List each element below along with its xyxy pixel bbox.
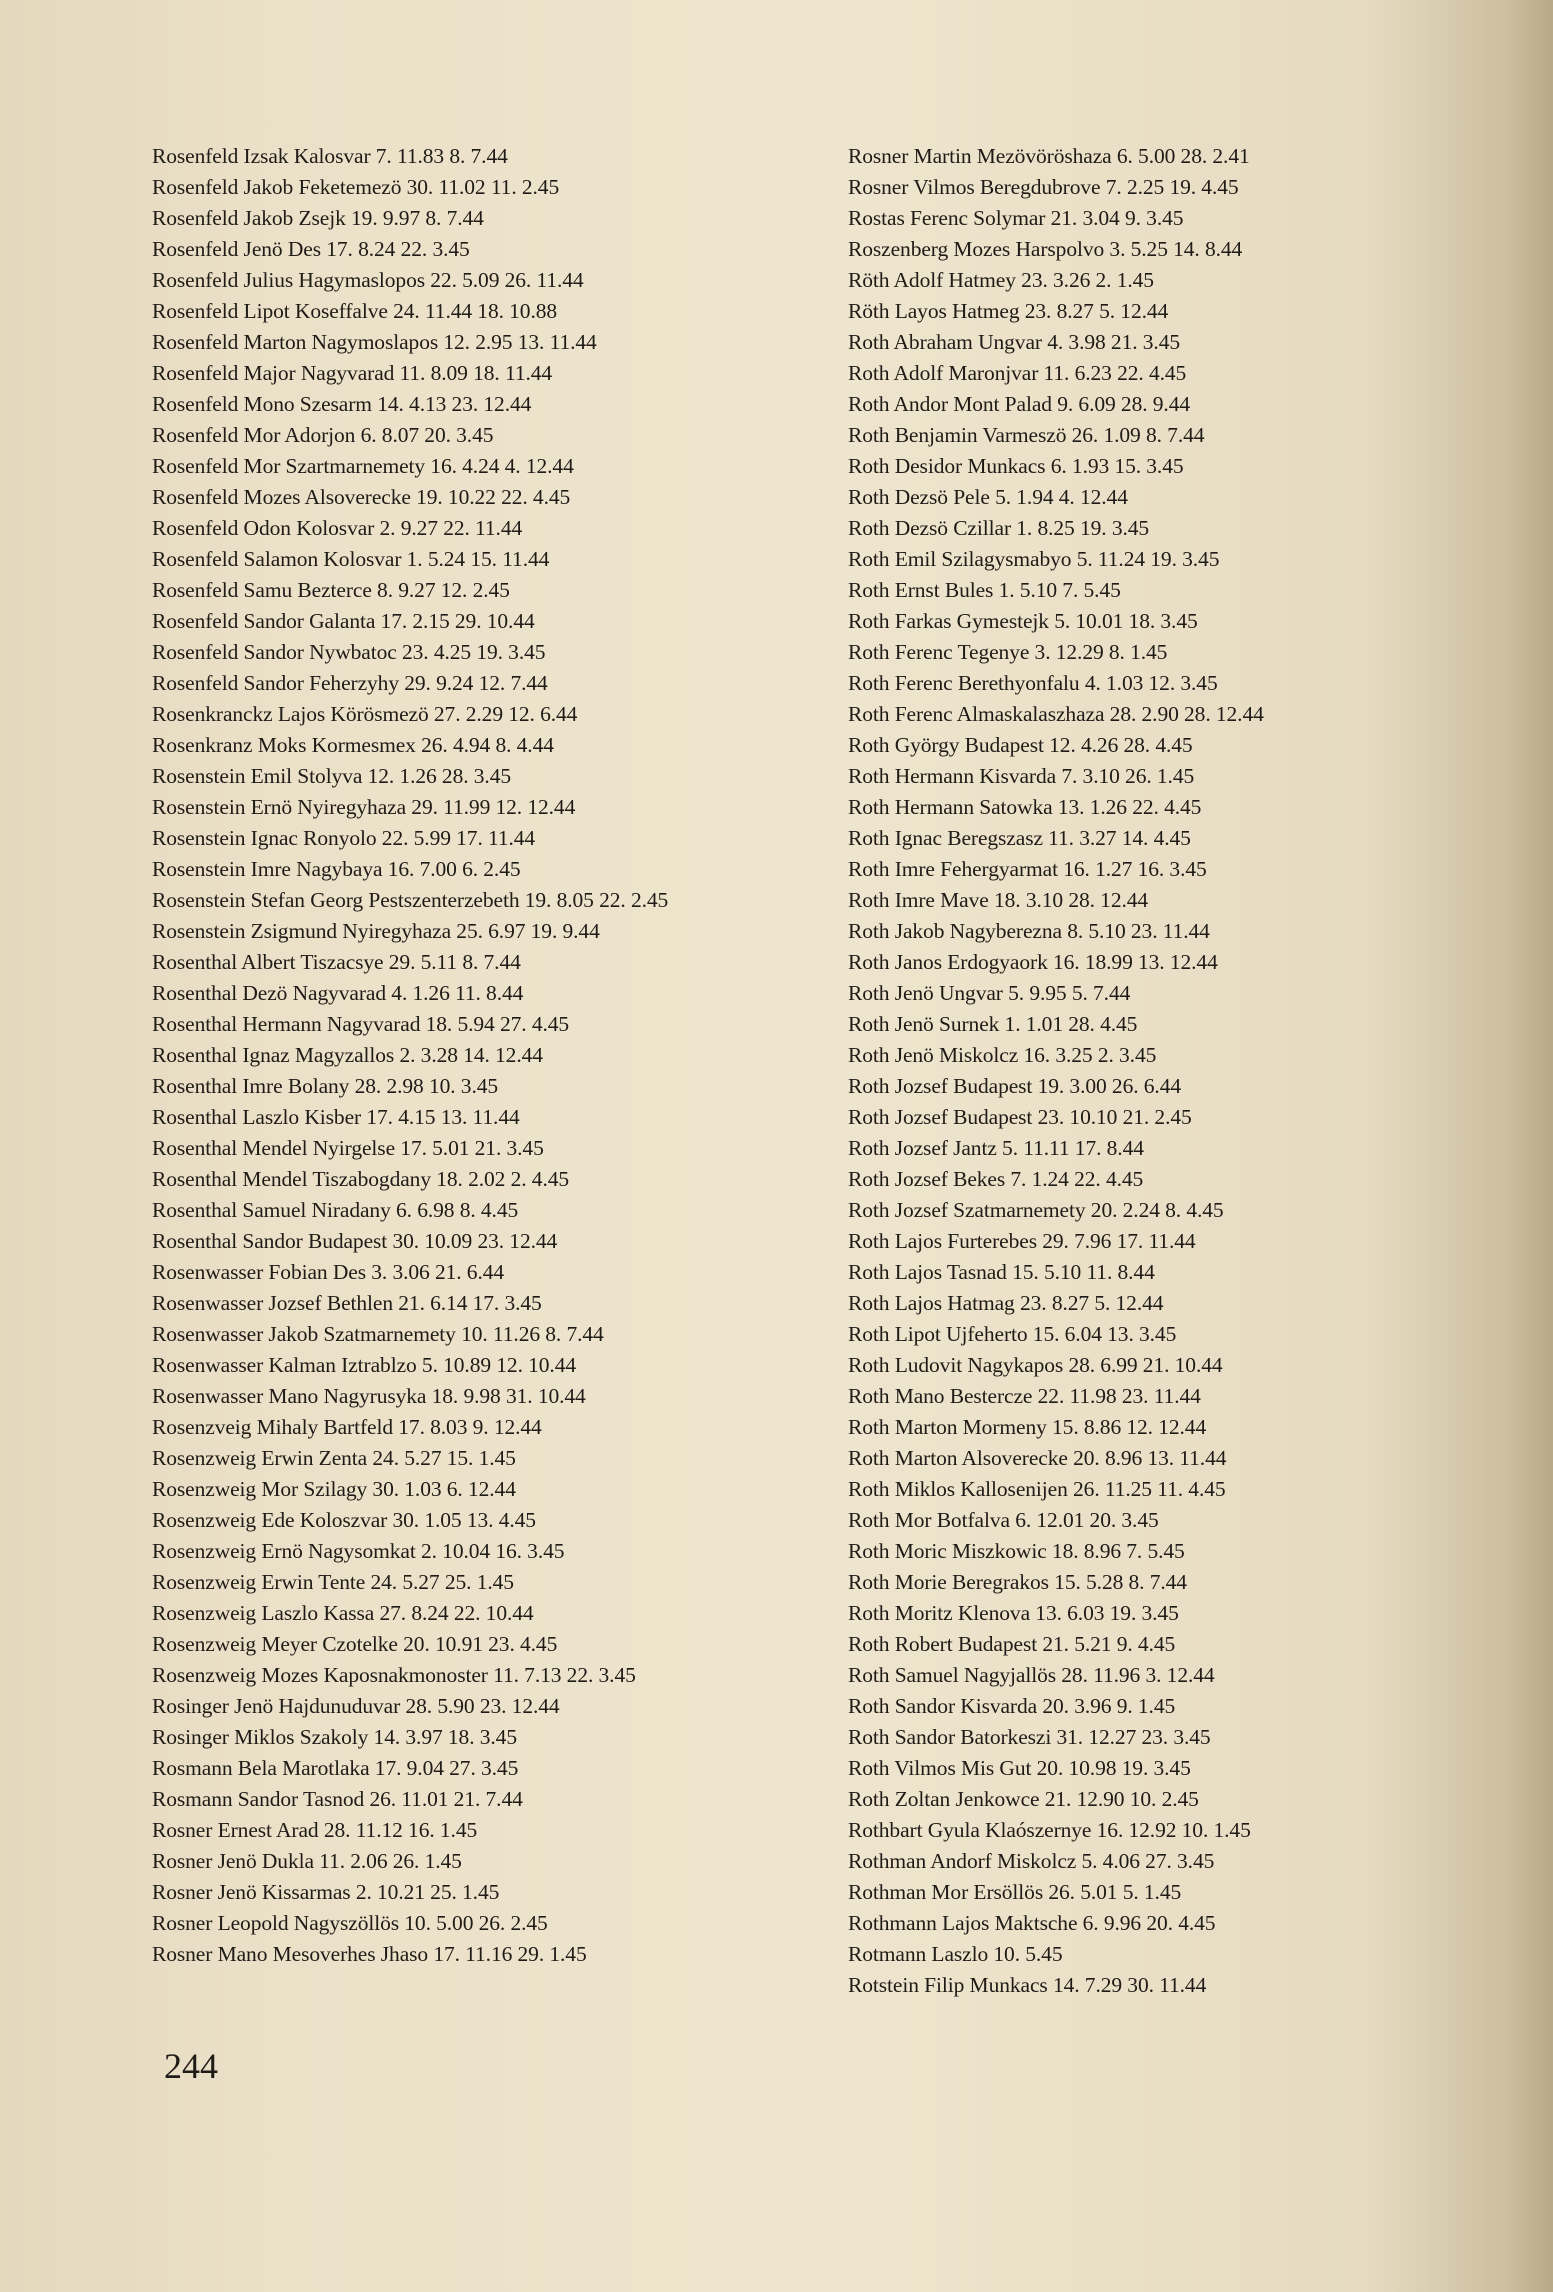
list-item: Roth Marton Alsoverecke 20. 8.96 13. 11.44 [848, 1446, 1227, 1470]
list-item: Rosenthal Mendel Tiszabogdany 18. 2.02 2. 4.45 [152, 1167, 570, 1191]
list-item: Roth Robert Budapest 21. 5.21 9. 4.45 [848, 1632, 1176, 1656]
list-item: Rotstein Filip Munkacs 14. 7.29 30. 11.44 [848, 1973, 1207, 1997]
list-item: Rosner Leopold Nagyszöllös 10. 5.00 26. 2.45 [152, 1911, 548, 1935]
list-item: Rosenstein Ernö Nyiregyhaza 29. 11.99 12. 12.44 [152, 795, 576, 819]
list-item: Roth Dezsö Czillar 1. 8.25 19. 3.45 [848, 516, 1150, 540]
list-item: Rosenzweig Ede Koloszvar 30. 1.05 13. 4.45 [152, 1508, 536, 1532]
list-item: Roth Desidor Munkacs 6. 1.93 15. 3.45 [848, 454, 1184, 478]
list-item: Roth Moritz Klenova 13. 6.03 19. 3.45 [848, 1601, 1179, 1625]
list-item: Rosenfeld Jakob Feketemezö 30. 11.02 11. 2.45 [152, 175, 560, 199]
list-item: Roth Sandor Kisvarda 20. 3.96 9. 1.45 [848, 1694, 1176, 1718]
list-item: Roth Jozsef Jantz 5. 11.11 17. 8.44 [848, 1136, 1144, 1160]
list-item: Rothman Andorf Miskolcz 5. 4.06 27. 3.45 [848, 1849, 1215, 1873]
list-item: Rosenzweig Erwin Tente 24. 5.27 25. 1.45 [152, 1570, 514, 1594]
list-item: Rosenwasser Jakob Szatmarnemety 10. 11.26 8. 7.44 [152, 1322, 604, 1346]
list-item: Rosenzweig Mozes Kaposnakmonoster 11. 7.13 22. 3.45 [152, 1663, 636, 1687]
list-item: Rosenfeld Jenö Des 17. 8.24 22. 3.45 [152, 237, 470, 261]
list-item: Roth Ferenc Almaskalaszhaza 28. 2.90 28. 12.44 [848, 702, 1264, 726]
list-item: Rosenthal Samuel Niradany 6. 6.98 8. 4.45 [152, 1198, 519, 1222]
list-item: Roth Lipot Ujfeherto 15. 6.04 13. 3.45 [848, 1322, 1177, 1346]
list-item: Roth Jozsef Bekes 7. 1.24 22. 4.45 [848, 1167, 1144, 1191]
list-item: Roth Jenö Surnek 1. 1.01 28. 4.45 [848, 1012, 1138, 1036]
list-item: Rosner Jenö Dukla 11. 2.06 26. 1.45 [152, 1849, 462, 1873]
list-item: Rosinger Miklos Szakoly 14. 3.97 18. 3.45 [152, 1725, 517, 1749]
list-item: Roth Jenö Ungvar 5. 9.95 5. 7.44 [848, 981, 1131, 1005]
list-item: Rosenfeld Salamon Kolosvar 1. 5.24 15. 11.44 [152, 547, 550, 571]
list-item: Rosenfeld Sandor Nywbatoc 23. 4.25 19. 3.45 [152, 640, 546, 664]
list-item: Roth Marton Mormeny 15. 8.86 12. 12.44 [848, 1415, 1207, 1439]
list-item: Röth Layos Hatmeg 23. 8.27 5. 12.44 [848, 299, 1169, 323]
list-item: Rosenstein Emil Stolyva 12. 1.26 28. 3.45 [152, 764, 512, 788]
list-item: Roth Jozsef Budapest 19. 3.00 26. 6.44 [848, 1074, 1182, 1098]
list-item: Rosner Jenö Kissarmas 2. 10.21 25. 1.45 [152, 1880, 500, 1904]
list-item: Roth Lajos Tasnad 15. 5.10 11. 8.44 [848, 1260, 1155, 1284]
list-item: Roth Lajos Hatmag 23. 8.27 5. 12.44 [848, 1291, 1164, 1315]
list-item: Rosenstein Ignac Ronyolo 22. 5.99 17. 11.44 [152, 826, 536, 850]
list-item: Roth Ferenc Berethyonfalu 4. 1.03 12. 3.45 [848, 671, 1218, 695]
list-item: Rosenfeld Mor Szartmarnemety 16. 4.24 4. 12.44 [152, 454, 574, 478]
list-item: Roth Emil Szilagysmabyo 5. 11.24 19. 3.45 [848, 547, 1220, 571]
list-item: Roth Zoltan Jenkowce 21. 12.90 10. 2.45 [848, 1787, 1199, 1811]
list-item: Roth Abraham Ungvar 4. 3.98 21. 3.45 [848, 330, 1181, 354]
list-item: Rosenfeld Samu Bezterce 8. 9.27 12. 2.45 [152, 578, 510, 602]
list-item: Roth Mano Bestercze 22. 11.98 23. 11.44 [848, 1384, 1201, 1408]
list-item: Rosenthal Mendel Nyirgelse 17. 5.01 21. 3.45 [152, 1136, 544, 1160]
list-item: Rothbart Gyula Klaószernye 16. 12.92 10. 1.45 [848, 1818, 1251, 1842]
list-item: Roth Ernst Bules 1. 5.10 7. 5.45 [848, 578, 1121, 602]
list-item: Roth Samuel Nagyjallös 28. 11.96 3. 12.44 [848, 1663, 1215, 1687]
list-item: Roth Vilmos Mis Gut 20. 10.98 19. 3.45 [848, 1756, 1191, 1780]
list-item: Roth Jozsef Szatmarnemety 20. 2.24 8. 4.45 [848, 1198, 1224, 1222]
list-item: Rosmann Sandor Tasnod 26. 11.01 21. 7.44 [152, 1787, 523, 1811]
list-item: Rosenfeld Odon Kolosvar 2. 9.27 22. 11.44 [152, 516, 523, 540]
list-item: Rosenstein Stefan Georg Pestszenterzebeth 19. 8.05 22. 2.45 [152, 888, 669, 912]
list-item: Rosner Martin Mezövöröshaza 6. 5.00 28. 2.41 [848, 144, 1250, 168]
list-item: Rosenfeld Sandor Galanta 17. 2.15 29. 10.44 [152, 609, 535, 633]
page-number: 244 [164, 2046, 218, 2086]
list-item: Rosenfeld Mozes Alsoverecke 19. 10.22 22. 4.45 [152, 485, 571, 509]
list-item: Rosenthal Sandor Budapest 30. 10.09 23. 12.44 [152, 1229, 558, 1253]
list-item: Rosenfeld Jakob Zsejk 19. 9.97 8. 7.44 [152, 206, 484, 230]
list-item: Rosenfeld Mono Szesarm 14. 4.13 23. 12.44 [152, 392, 532, 416]
list-item: Rosner Ernest Arad 28. 11.12 16. 1.45 [152, 1818, 478, 1842]
list-item: Rosinger Jenö Hajdunuduvar 28. 5.90 23. 12.44 [152, 1694, 560, 1718]
list-item: Rosenfeld Marton Nagymoslapos 12. 2.95 13. 11.44 [152, 330, 597, 354]
list-item: Rosenzweig Meyer Czotelke 20. 10.91 23. 4.45 [152, 1632, 558, 1656]
list-item: Rosenfeld Izsak Kalosvar 7. 11.83 8. 7.44 [152, 144, 508, 168]
list-item: Rosenwasser Fobian Des 3. 3.06 21. 6.44 [152, 1260, 505, 1284]
list-item: Rosenthal Dezö Nagyvarad 4. 1.26 11. 8.44 [152, 981, 524, 1005]
list-item: Roth Benjamin Varmeszö 26. 1.09 8. 7.44 [848, 423, 1205, 447]
list-item: Rosenzweig Laszlo Kassa 27. 8.24 22. 10.44 [152, 1601, 534, 1625]
list-item: Roth Mor Botfalva 6. 12.01 20. 3.45 [848, 1508, 1159, 1532]
list-item: Roth Miklos Kallosenijen 26. 11.25 11. 4.45 [848, 1477, 1226, 1501]
list-item: Rothman Mor Ersöllös 26. 5.01 5. 1.45 [848, 1880, 1182, 1904]
list-item: Rosenwasser Kalman Iztrablzo 5. 10.89 12. 10.44 [152, 1353, 577, 1377]
list-item: Rosenkranz Moks Kormesmex 26. 4.94 8. 4.44 [152, 733, 554, 757]
list-item: Roth Hermann Kisvarda 7. 3.10 26. 1.45 [848, 764, 1195, 788]
list-item: Rothmann Lajos Maktsche 6. 9.96 20. 4.45 [848, 1911, 1216, 1935]
left-column [152, 141, 822, 1970]
list-item: Roth Ignac Beregszasz 11. 3.27 14. 4.45 [848, 826, 1191, 850]
list-item: Rosner Vilmos Beregdubrove 7. 2.25 19. 4.45 [848, 175, 1239, 199]
list-item: Rosenzweig Erwin Zenta 24. 5.27 15. 1.45 [152, 1446, 516, 1470]
list-item: Rosenthal Hermann Nagyvarad 18. 5.94 27. 4.45 [152, 1012, 570, 1036]
list-item: Roth Lajos Furterebes 29. 7.96 17. 11.44 [848, 1229, 1196, 1253]
list-item: Roth Moric Miszkowic 18. 8.96 7. 5.45 [848, 1539, 1185, 1563]
list-item: Rosenwasser Jozsef Bethlen 21. 6.14 17. 3.45 [152, 1291, 542, 1315]
list-item: Rosenwasser Mano Nagyrusyka 18. 9.98 31. 10.44 [152, 1384, 586, 1408]
list-item: Rosenthal Albert Tiszacsye 29. 5.11 8. 7.44 [152, 950, 521, 974]
list-item: Roth Imre Fehergyarmat 16. 1.27 16. 3.45 [848, 857, 1207, 881]
list-item: Rosenzweig Ernö Nagysomkat 2. 10.04 16. 3.45 [152, 1539, 565, 1563]
list-item: Rosenkranckz Lajos Körösmezö 27. 2.29 12. 6.44 [152, 702, 578, 726]
list-item: Rosenzweig Mor Szilagy 30. 1.03 6. 12.44 [152, 1477, 516, 1501]
list-item: Rosenfeld Lipot Koseffalve 24. 11.44 18. 10.88 [152, 299, 558, 323]
list-item: Rostas Ferenc Solymar 21. 3.04 9. 3.45 [848, 206, 1184, 230]
list-item: Rosenfeld Sandor Feherzyhy 29. 9.24 12. 7.44 [152, 671, 548, 695]
list-item: Rosenfeld Major Nagyvarad 11. 8.09 18. 11.44 [152, 361, 553, 385]
list-item: Roth Sandor Batorkeszi 31. 12.27 23. 3.45 [848, 1725, 1211, 1749]
list-item: Roth Hermann Satowka 13. 1.26 22. 4.45 [848, 795, 1202, 819]
list-item: Roth Adolf Maronjvar 11. 6.23 22. 4.45 [848, 361, 1187, 385]
list-item: Röth Adolf Hatmey 23. 3.26 2. 1.45 [848, 268, 1154, 292]
list-item: Roth Ferenc Tegenye 3. 12.29 8. 1.45 [848, 640, 1168, 664]
right-column [848, 141, 1488, 2001]
list-item: Roth Jenö Miskolcz 16. 3.25 2. 3.45 [848, 1043, 1157, 1067]
list-item: Roszenberg Mozes Harspolvo 3. 5.25 14. 8.44 [848, 237, 1243, 261]
list-item: Rosenstein Zsigmund Nyiregyhaza 25. 6.97 19. 9.44 [152, 919, 600, 943]
list-item: Roth Janos Erdogyaork 16. 18.99 13. 12.44 [848, 950, 1218, 974]
list-item: Rosenthal Ignaz Magyzallos 2. 3.28 14. 12.44 [152, 1043, 543, 1067]
list-item: Roth Andor Mont Palad 9. 6.09 28. 9.44 [848, 392, 1190, 416]
list-item: Rosner Mano Mesoverhes Jhaso 17. 11.16 29. 1.45 [152, 1942, 587, 1966]
list-item: Roth Imre Mave 18. 3.10 28. 12.44 [848, 888, 1149, 912]
list-item: Roth Morie Beregrakos 15. 5.28 8. 7.44 [848, 1570, 1187, 1594]
list-item: Rosenthal Imre Bolany 28. 2.98 10. 3.45 [152, 1074, 499, 1098]
list-item: Roth Ludovit Nagykapos 28. 6.99 21. 10.44 [848, 1353, 1223, 1377]
list-item: Rosenstein Imre Nagybaya 16. 7.00 6. 2.45 [152, 857, 521, 881]
list-item: Roth Jakob Nagyberezna 8. 5.10 23. 11.44 [848, 919, 1210, 943]
list-item: Roth György Budapest 12. 4.26 28. 4.45 [848, 733, 1193, 757]
list-item: Rosenfeld Julius Hagymaslopos 22. 5.09 26. 11.44 [152, 268, 584, 292]
list-item: Rotmann Laszlo 10. 5.45 [848, 1942, 1063, 1966]
list-item: Roth Farkas Gymestejk 5. 10.01 18. 3.45 [848, 609, 1198, 633]
list-item: Rosenfeld Mor Adorjon 6. 8.07 20. 3.45 [152, 423, 494, 447]
list-item: Rosenthal Laszlo Kisber 17. 4.15 13. 11.44 [152, 1105, 520, 1129]
list-item: Rosmann Bela Marotlaka 17. 9.04 27. 3.45 [152, 1756, 519, 1780]
list-item: Roth Dezsö Pele 5. 1.94 4. 12.44 [848, 485, 1128, 509]
list-item: Rosenzveig Mihaly Bartfeld 17. 8.03 9. 12.44 [152, 1415, 542, 1439]
list-item: Roth Jozsef Budapest 23. 10.10 21. 2.45 [848, 1105, 1192, 1129]
